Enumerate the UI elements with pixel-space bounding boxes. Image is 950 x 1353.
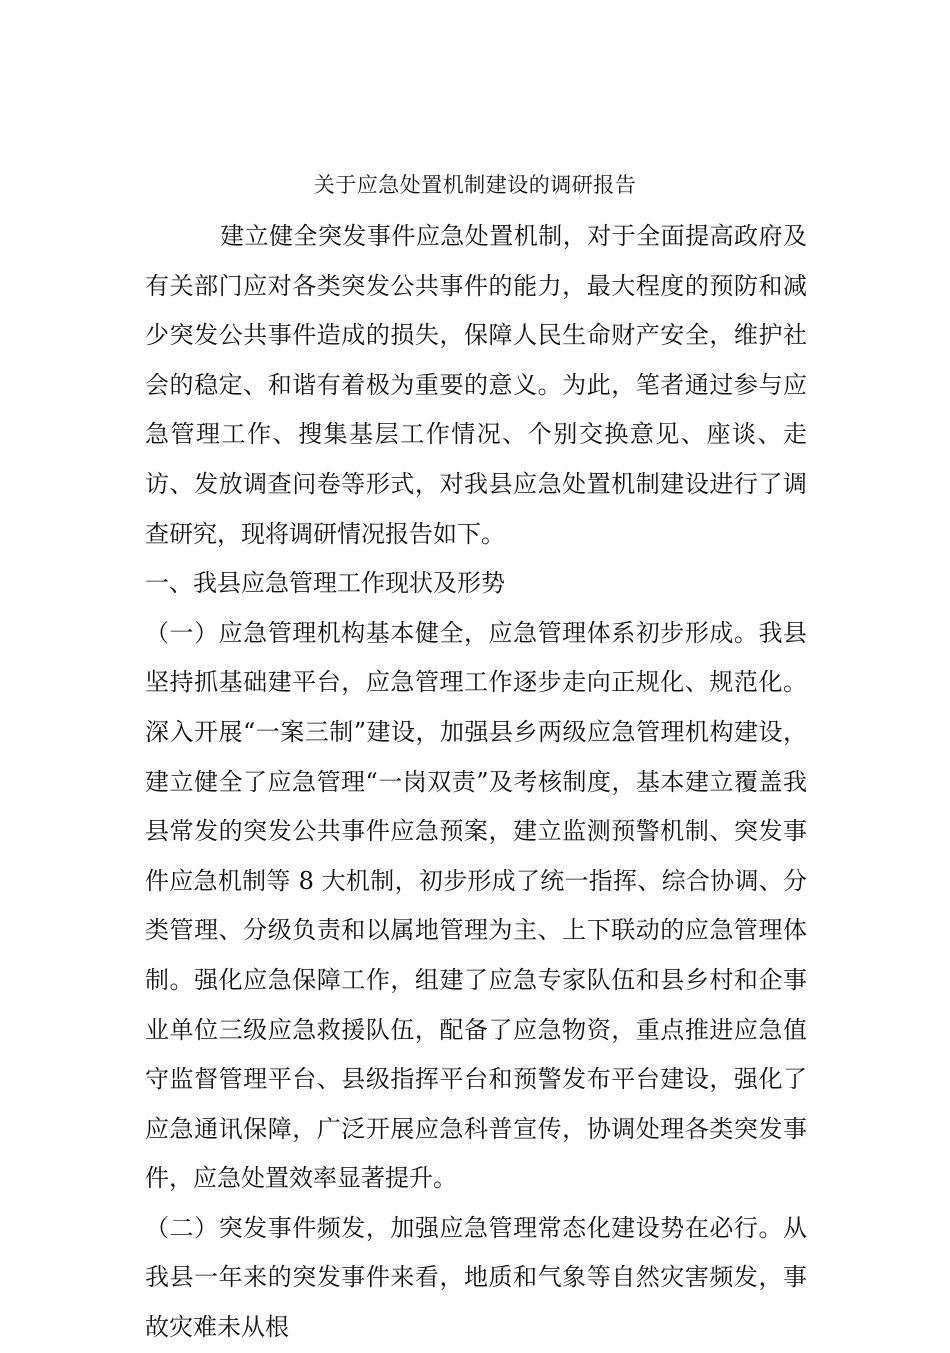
subsection-paragraph-2: （二）突发事件频发，加强应急管理常态化建设势在必行。从我县一年来的突发事件来看，地质和气象等自然灾害频发，事故灾难未从根	[145, 1213, 807, 1342]
document-body	[145, 212, 807, 1353]
subsection-paragraph-1: （一）应急管理机构基本健全，应急管理体系初步形成。我县坚持抓基础建平台，应急管理工作逐步走向正规化、规范化。深入开展“一案三制”建设，加强县乡两级应急管理机构建设，建立健全了应急管理“一岗双责”及考核制度，基本建立覆盖我县常发的突发公共事件应急预案，建立监测预警机制、突发事件应急机制等 8 大机制，初步形成了统一指挥、综合协调、分类管理、分级负责和以属地管理为主、上下联动的应急管理体制。强化应急保障工作，组建了应急专家队伍和县乡村和企事业单位三级应急救援队伍，配备了应急物资，重点推进应急值守监督管理平台、县级指挥平台和预警发布平台建设，强化了应急通讯保障，广泛开展应急科普宣传，协调处理各类突发事件，应急处置效率显著提升。	[145, 618, 807, 1193]
document-title: 关于应急处置机制建设的调研报告	[313, 173, 637, 197]
section-heading-1: 一、我县应急管理工作现状及形势	[145, 569, 505, 598]
intro-paragraph: 建立健全突发事件应急处置机制，对于全面提高政府及有关部门应对各类突发公共事件的能力，最大程度的预防和减少突发公共事件造成的损失，保障人民生命财产安全，维护社会的稳定、和谐有着极为重要的意义。为此，笔者通过参与应急管理工作、搜集基层工作情况、个别交换意见、座谈、走访、发放调查问卷等形式，对我县应急处置机制建设进行了调查研究，现将调研情况报告如下。	[145, 222, 807, 548]
